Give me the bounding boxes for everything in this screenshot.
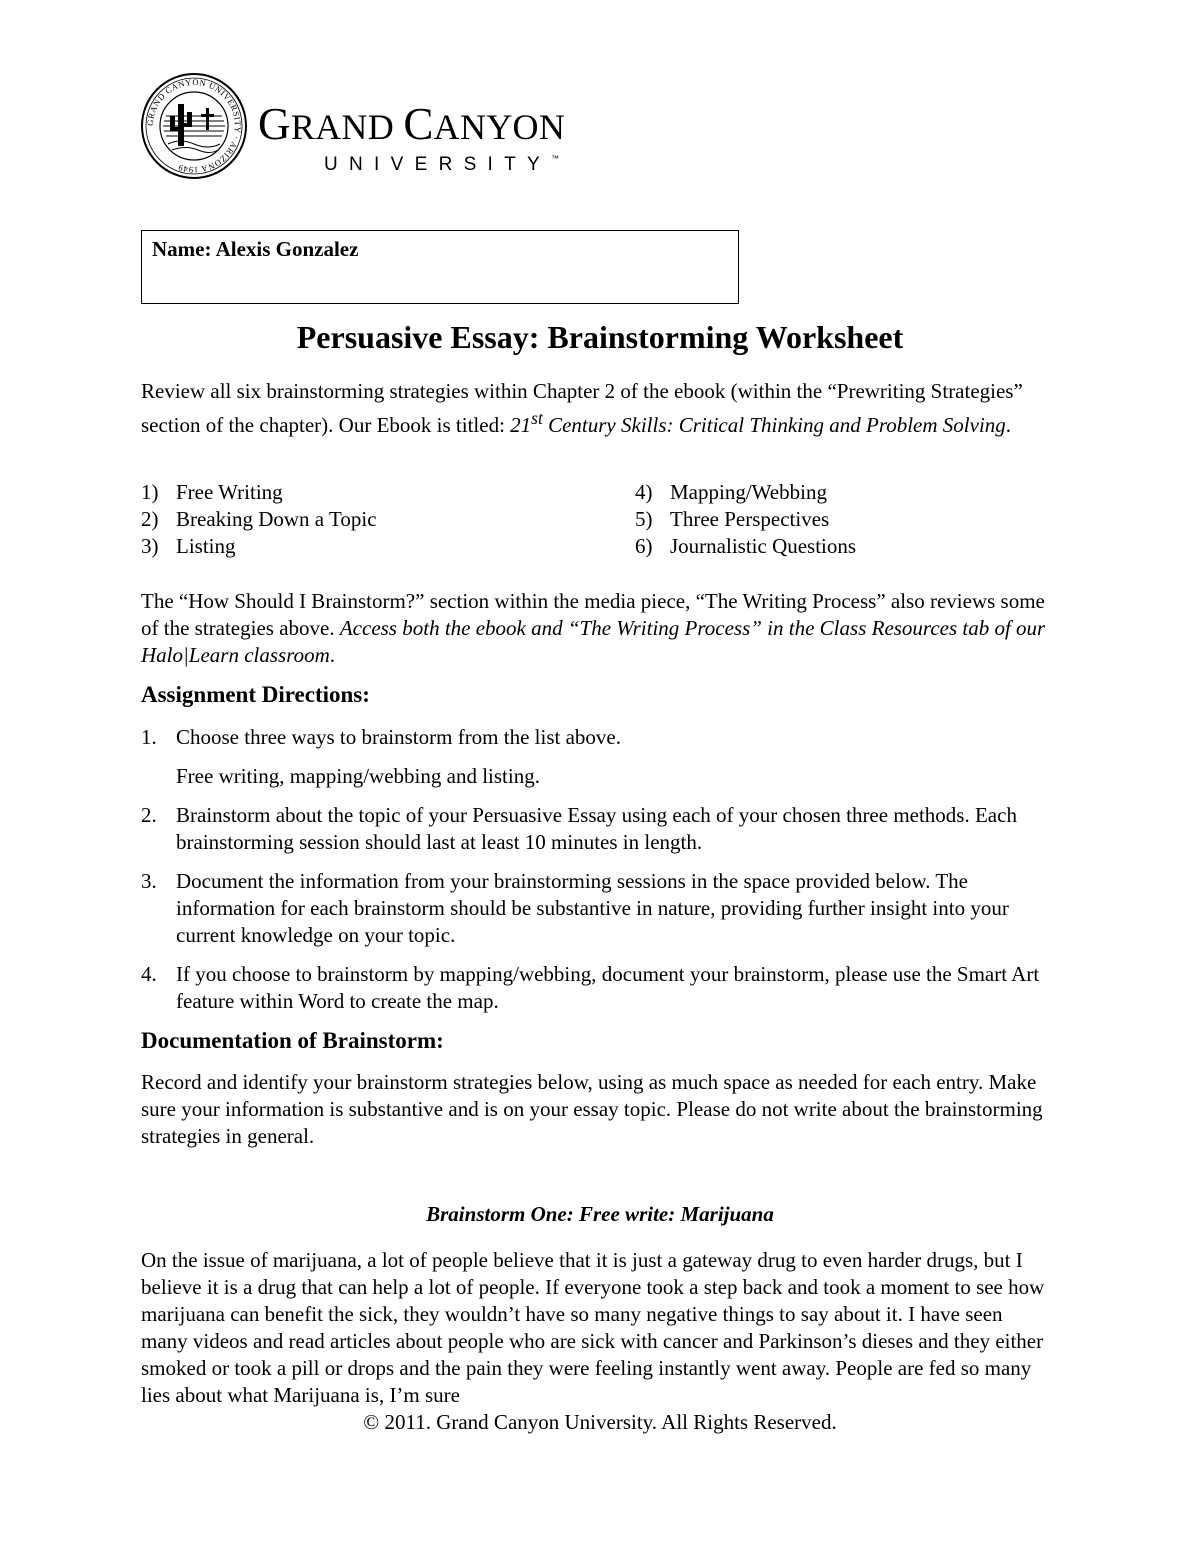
university-seal-icon <box>140 72 248 180</box>
direction-item: 1. Choose three ways to brainstorm from the list above. <box>141 725 621 749</box>
seal-text: GRAND CANYON UNIVERSITY · ARIZONA 1949 <box>144 76 244 176</box>
strategy-item: 1) Free Writing <box>141 480 283 504</box>
university-wordmark <box>258 99 566 176</box>
student-name-box[interactable] <box>141 230 739 304</box>
student-name: Name: Alexis Gonzalez <box>152 237 359 261</box>
trademark-symbol: ™ <box>551 154 560 163</box>
university-logo <box>140 72 620 184</box>
strategy-item: 2) Breaking Down a Topic <box>141 507 377 531</box>
media-note-instruction: Access both the ebook and “The Writing Process” in the Class Resources tab of our Halo|Learn classroom <box>141 616 1046 667</box>
direction-answer: Free writing, mapping/webbing and listing. <box>176 764 540 788</box>
media-note-paragraph: The “How Should I Brainstorm?” section within the media piece, “The Writing Process” also reviews some of the strategies above. Access both the ebook and “The Writing Process” in the Class Resources tab of our Halo|Learn classroom. <box>141 589 1046 667</box>
assignment-directions-heading: Assignment Directions: <box>141 682 370 707</box>
direction-item: 2. Brainstorm about the topic of your Persuasive Essay using each of your chosen three methods. Each brainstorming session should last at least 10 minutes in length. <box>141 803 1017 854</box>
direction-item: 4. If you choose to brainstorm by mapping/webbing, document your brainstorm, please use the Smart Art feature within Word to create the map. <box>141 962 1040 1013</box>
strategy-item: 3) Listing <box>141 534 236 558</box>
wordmark-grand-canyon: GRAND CANYON <box>258 99 566 149</box>
strategy-item: 6) Journalistic Questions <box>635 534 857 558</box>
strategy-item: 4) Mapping/Webbing <box>635 480 827 504</box>
documentation-heading: Documentation of Brainstorm: <box>141 1028 444 1053</box>
brainstorm-one-text: On the issue of marijuana, a lot of people believe that it is just a gateway drug to even harder drugs, but I believe it is a drug that can help a lot of people. If everyone took a step back and took a moment to see how marijuana can benefit the sick, they wouldn’t have so many negative things to say about it. I have seen many videos and read articles about people who are sick with cancer and Parkinson’s dieses and they either smoked or took a pill or drops and the pain they were feeling instantly went away. People are fed so many lies about what Marijuana is, I’m sure <box>141 1248 1045 1407</box>
copyright-footer: © 2011. Grand Canyon University. All Rights Reserved. <box>363 1410 837 1434</box>
wordmark-university: UNIVERSITY™ <box>324 154 560 175</box>
page-title: Persuasive Essay: Brainstorming Worksheet <box>296 319 904 355</box>
strategy-item: 5) Three Perspectives <box>635 507 830 531</box>
documentation-paragraph: Record and identify your brainstorm strategies below, using as much space as needed for each entry. Make sure your information is substantive and is on your essay topic. Please do not write about the brainstorming strategies in general. <box>141 1070 1043 1148</box>
intro-paragraph: Review all six brainstorming strategies within Chapter 2 of the ebook (within the “Prewriting Strategies” section of the chapter). Our Ebook is titled: 21st Century Skills: Critical Thinking and Problem Solving. <box>141 379 1023 437</box>
brainstorm-one-heading: Brainstorm One: Free write: Marijuana <box>426 1202 774 1226</box>
direction-item: 3. Document the information from your brainstorming sessions in the space provided below. The information for each brainstorm should be substantive in nature, providing further insight into your current knowledge on your topic. <box>141 869 1009 947</box>
ebook-title: 21st Century Skills: Critical Thinking and Problem Solving <box>510 408 1006 437</box>
intro-text: Review all six brainstorming strategies within Chapter 2 of the ebook (within the “Prewriting Strategies” section of the chapter). Our Ebook is titled: <box>141 379 1023 437</box>
